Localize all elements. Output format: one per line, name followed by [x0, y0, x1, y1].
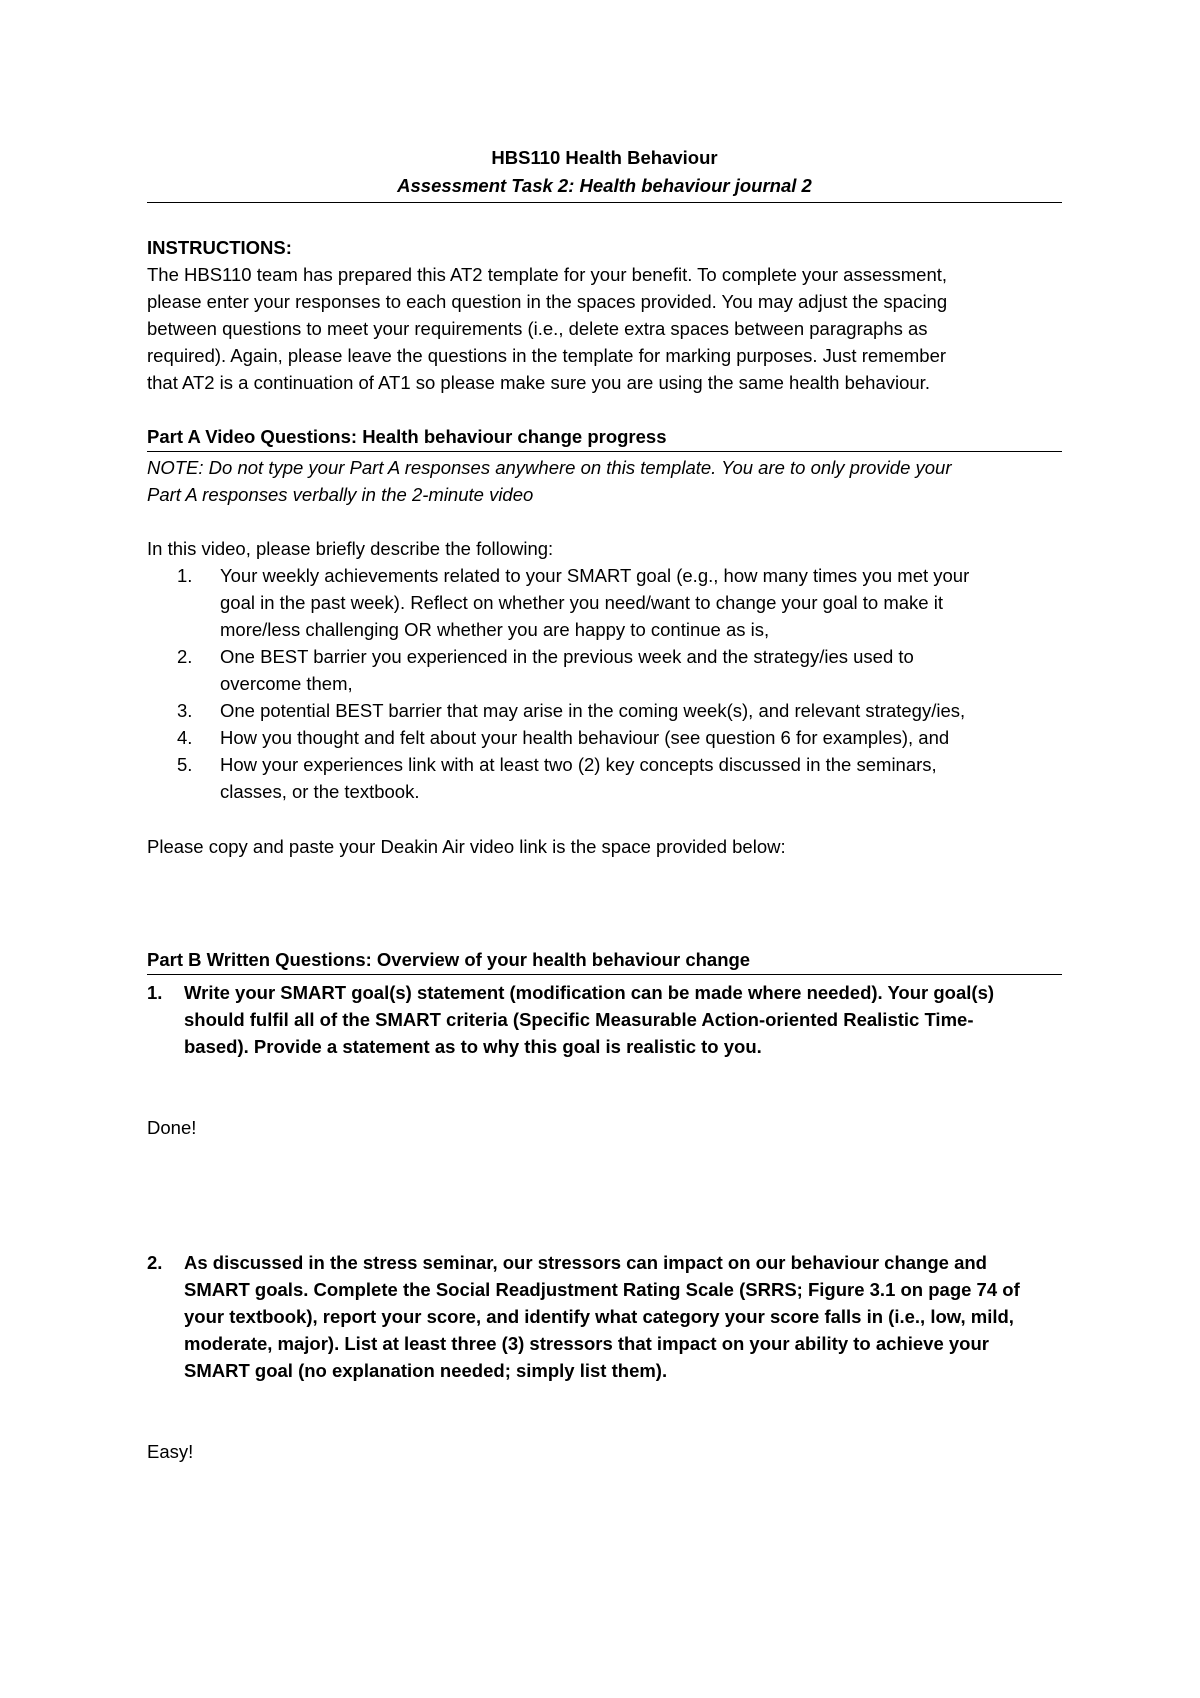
question-line: based). Provide a statement as to why this goal is realistic to you. [184, 1036, 762, 1057]
list-item-line: How you thought and felt about your health behaviour (see question 6 for examples), and [220, 727, 950, 748]
list-item-number: 1. [177, 565, 193, 586]
document-page [147, 0, 1062, 1698]
instructions-line: between questions to meet your requirements (i.e., delete extra spaces between paragraphs as [147, 318, 928, 339]
question-line: Write your SMART goal(s) statement (modification can be made where needed). Your goal(s) [184, 982, 995, 1003]
title-divider [147, 202, 1062, 203]
part-a-intro: In this video, please briefly describe the following: [147, 538, 554, 559]
list-item-line: overcome them, [220, 673, 353, 694]
list-item-line: Your weekly achievements related to your SMART goal (e.g., how many times you met your [220, 565, 970, 586]
list-item-number: 4. [177, 727, 193, 748]
course-title: HBS110 Health Behaviour [491, 147, 718, 168]
list-item-number: 2. [177, 646, 193, 667]
list-item-number: 3. [177, 700, 193, 721]
question-line: should fulfil all of the SMART criteria (Specific Measurable Action-oriented Realistic Time- [184, 1009, 974, 1030]
list-item-line: goal in the past week). Reflect on whether you need/want to change your goal to make it [220, 592, 943, 613]
instructions-line: The HBS110 team has prepared this AT2 template for your benefit. To complete your assessment, [147, 264, 948, 285]
list-item-line: more/less challenging OR whether you are happy to continue as is, [220, 619, 770, 640]
answer-text: Easy! [147, 1441, 194, 1462]
instructions-line: that AT2 is a continuation of AT1 so please make sure you are using the same health behaviour. [147, 372, 930, 393]
part-a-divider [147, 451, 1062, 452]
answer-text: Done! [147, 1117, 197, 1138]
part-a-heading: Part A Video Questions: Health behaviour change progress [147, 426, 667, 447]
question-line: As discussed in the stress seminar, our stressors can impact on our behaviour change and [184, 1252, 987, 1273]
task-title: Assessment Task 2: Health behaviour journal 2 [397, 175, 812, 196]
list-item-line: One BEST barrier you experienced in the previous week and the strategy/ies used to [220, 646, 914, 667]
part-b-heading: Part B Written Questions: Overview of your health behaviour change [147, 949, 751, 970]
list-item-number: 5. [177, 754, 193, 775]
question-line: moderate, major). List at least three (3) stressors that impact on your ability to achieve your [184, 1333, 989, 1354]
list-item-line: classes, or the textbook. [220, 781, 420, 802]
video-link-prompt: Please copy and paste your Deakin Air video link is the space provided below: [147, 836, 786, 857]
question-number: 2. [147, 1252, 163, 1273]
question-line: SMART goal (no explanation needed; simply list them). [184, 1360, 668, 1381]
list-item-line: How your experiences link with at least two (2) key concepts discussed in the seminars, [220, 754, 937, 775]
instructions-line: required). Again, please leave the questions in the template for marking purposes. Just remember [147, 345, 947, 366]
part-a-note-line: NOTE: Do not type your Part A responses anywhere on this template. You are to only provide your [147, 457, 952, 478]
list-item-line: One potential BEST barrier that may arise in the coming week(s), and relevant strategy/ies, [220, 700, 966, 721]
part-a-note-line: Part A responses verbally in the 2-minute video [147, 484, 534, 505]
instructions-line: please enter your responses to each question in the spaces provided. You may adjust the spacing [147, 291, 948, 312]
question-number: 1. [147, 982, 163, 1003]
part-b-divider [147, 974, 1062, 975]
question-line: SMART goals. Complete the Social Readjustment Rating Scale (SRRS; Figure 3.1 on page 74 of [184, 1279, 1020, 1300]
instructions-heading: INSTRUCTIONS: [147, 237, 292, 258]
question-line: your textbook), report your score, and identify what category your score falls in (i.e., low, mild, [184, 1306, 1014, 1327]
